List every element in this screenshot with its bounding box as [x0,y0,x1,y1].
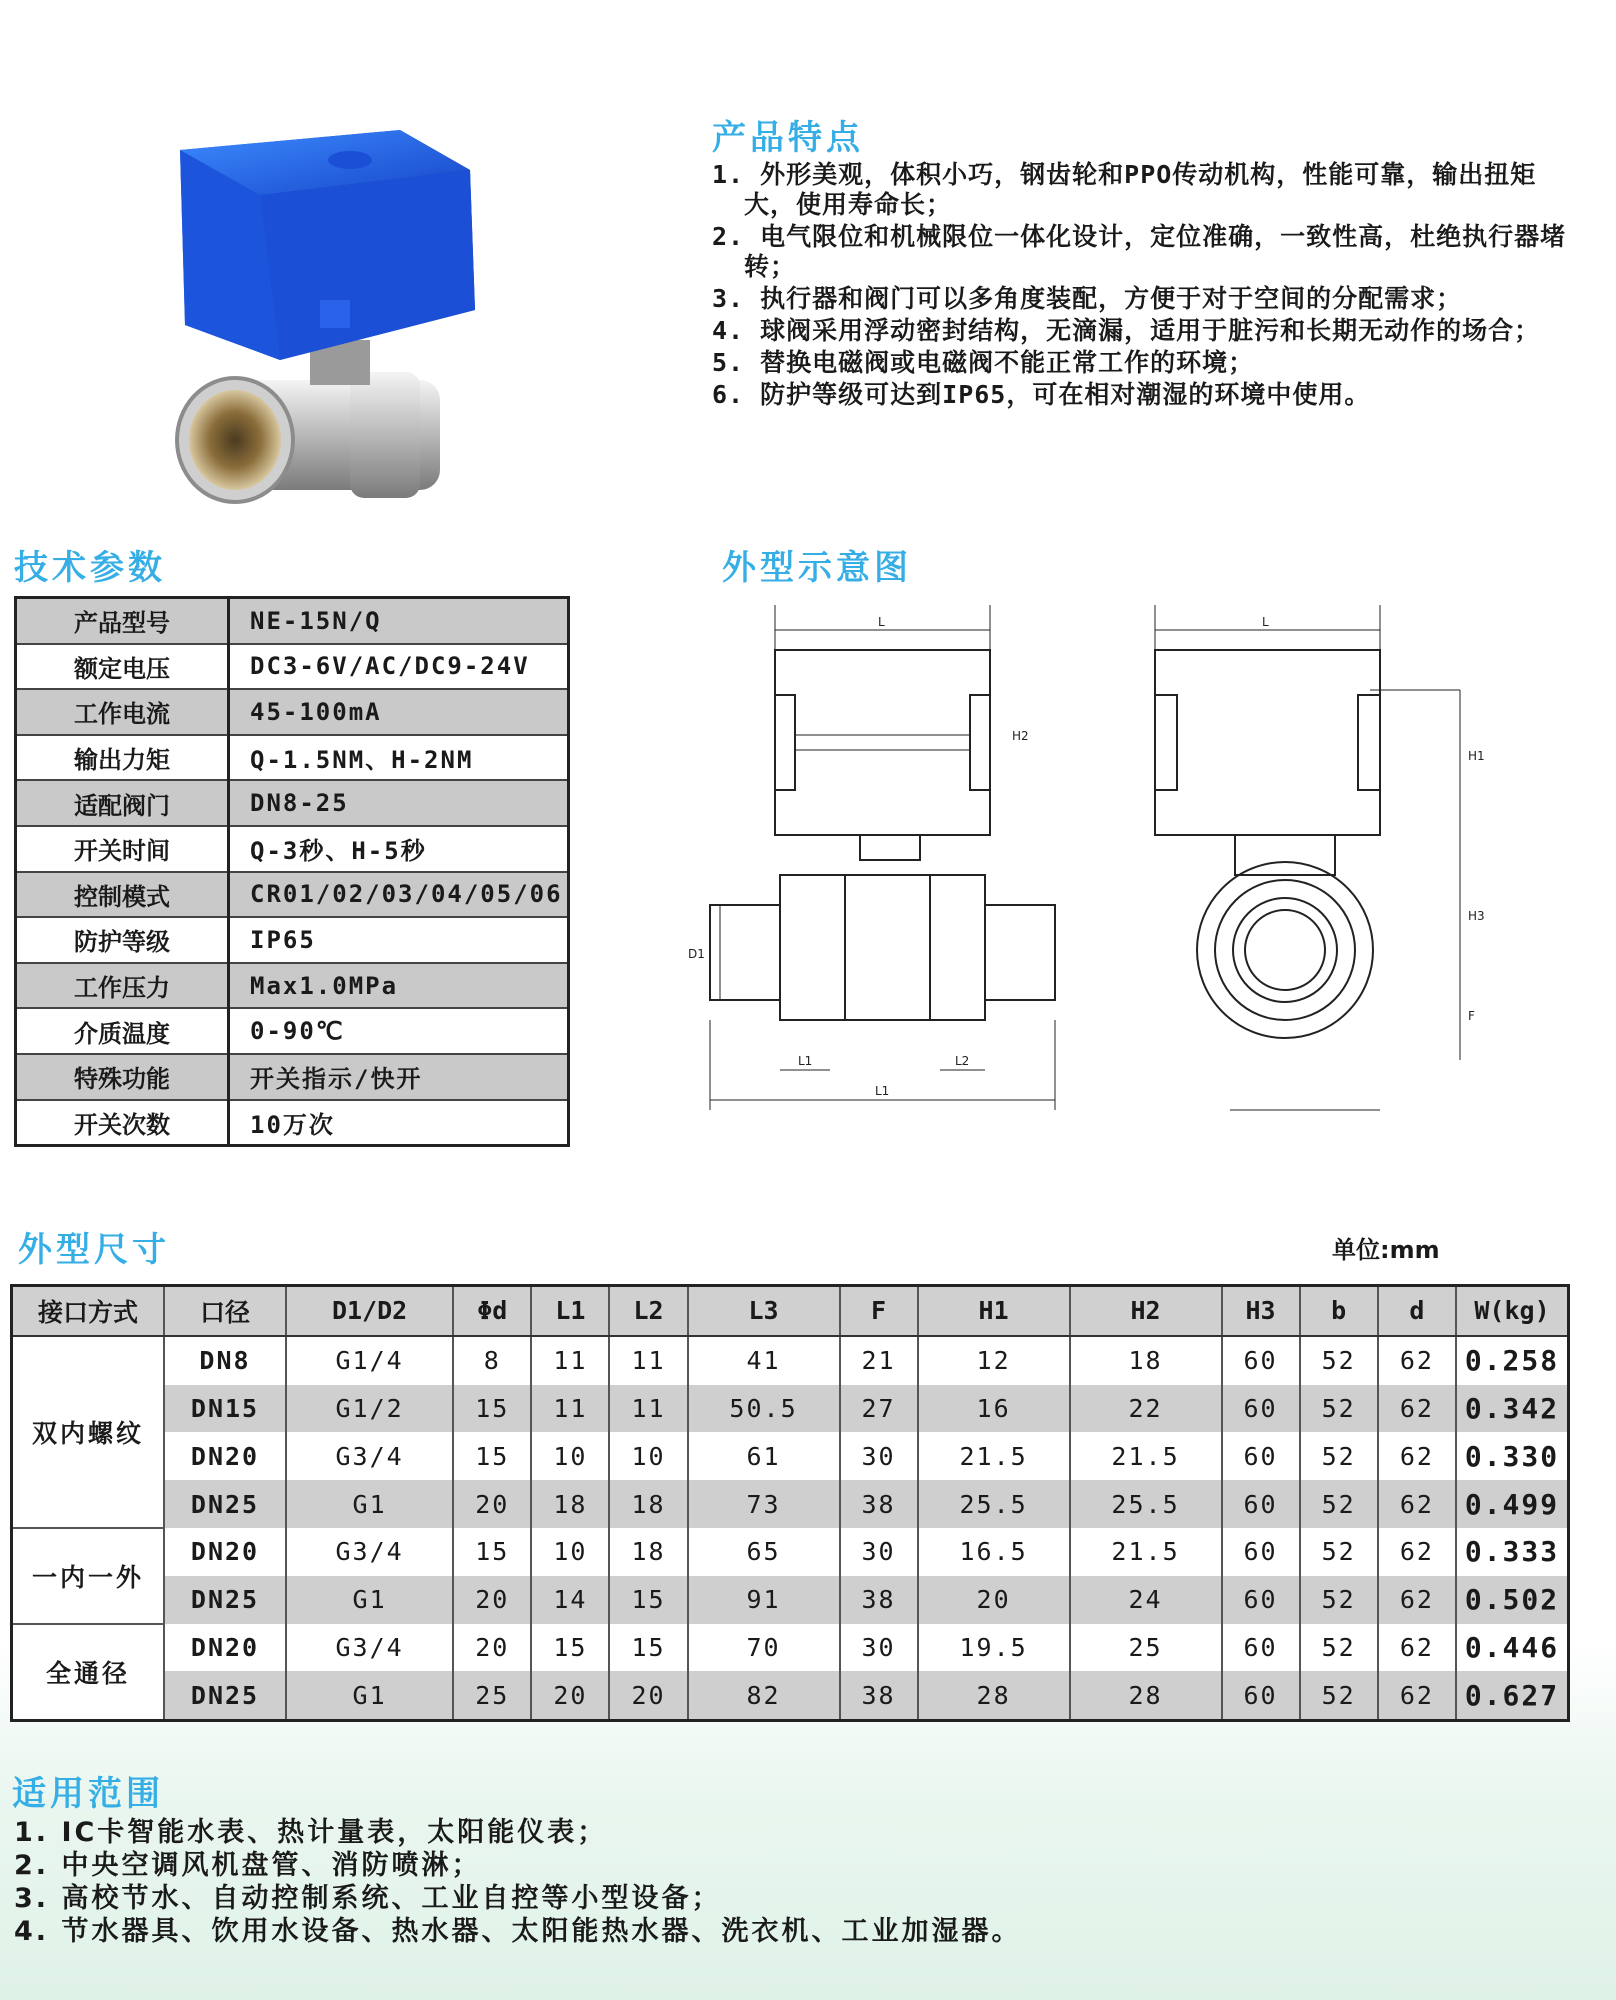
cell: 0.446 [1456,1624,1569,1672]
outline-drawing [690,600,1590,1140]
cell: 38 [840,1576,918,1624]
cell: 50.5 [688,1385,840,1433]
application-item: 4. 节水器具、饮用水设备、热水器、太阳能热水器、洗衣机、工业加湿器。 [14,1916,1022,1947]
col-header: H2 [1070,1286,1222,1336]
cell: 52 [1300,1528,1378,1576]
cell: 62 [1378,1480,1456,1528]
connection-type: 双内螺纹 [12,1336,165,1528]
cell: 0.502 [1456,1576,1569,1624]
table-row [12,1576,1569,1624]
dim-header-row [12,1286,1569,1336]
cell: 62 [1378,1336,1456,1385]
col-header: F [840,1286,918,1336]
cell: 52 [1300,1336,1378,1385]
col-header: L2 [609,1286,687,1336]
spec-row [16,872,569,918]
table-row [12,1671,1569,1720]
table-row [12,1480,1569,1528]
cell: 10 [531,1528,609,1576]
cell: 10 [609,1432,687,1480]
cell: 62 [1378,1576,1456,1624]
dimensions-title: 外型尺寸 [18,1230,170,1270]
cell: 15 [609,1576,687,1624]
dim-label-l: L [878,615,885,629]
cell: 12 [918,1336,1070,1385]
cell: 60 [1222,1624,1300,1672]
spec-value: Q-1.5NM、H-2NM [229,735,569,781]
spec-value: 0-90℃ [229,1008,569,1054]
cell: 73 [688,1480,840,1528]
feature-item: 4. 球阀采用浮动密封结构，无滴漏，适用于脏污和长期无动作的场合； [712,316,1541,345]
spec-row [16,1008,569,1054]
col-header: L1 [531,1286,609,1336]
cell: 16 [918,1385,1070,1433]
feature-item: 2. 电气限位和机械限位一体化设计，定位准确，一致性高，杜绝执行器堵转； [712,222,1567,281]
cell: 52 [1300,1480,1378,1528]
application-item: 2. 中央空调风机盘管、消防喷淋； [14,1850,482,1881]
spec-key: 额定电压 [16,644,229,690]
outline-title: 外型示意图 [722,548,912,588]
cell: DN20 [164,1528,286,1576]
cell: 11 [609,1336,687,1385]
dimension-table [10,1284,1570,1722]
table-row [12,1385,1569,1433]
col-header: d [1378,1286,1456,1336]
unit-label: 单位:mm [1332,1236,1440,1264]
spec-value: 开关指示/快开 [229,1054,569,1100]
cell: 62 [1378,1671,1456,1720]
col-header: 接口方式 [12,1286,165,1336]
cell: DN8 [164,1336,286,1385]
spec-row [16,917,569,963]
feature-item: 1. 外形美观，体积小巧，钢齿轮和PPO传动机构，性能可靠，输出扭矩大，使用寿命长； [712,160,1537,219]
cell: 41 [688,1336,840,1385]
cell: 28 [1070,1671,1222,1720]
cell: 25 [453,1671,531,1720]
cell: 15 [453,1432,531,1480]
dim-label-h1: H1 [1468,749,1485,763]
spec-key: 开关次数 [16,1100,229,1146]
cell: 15 [453,1385,531,1433]
cell: 19.5 [918,1624,1070,1672]
cell: 18 [609,1528,687,1576]
spec-value: Q-3秒、H-5秒 [229,826,569,872]
cell: 8 [453,1336,531,1385]
cell: G1 [286,1576,453,1624]
dim-label-l2: L2 [955,1054,970,1068]
cell: 21 [840,1336,918,1385]
spec-value: 10万次 [229,1100,569,1146]
cell: 52 [1300,1576,1378,1624]
table-row [12,1432,1569,1480]
cell: G3/4 [286,1528,453,1576]
applications-title: 适用范围 [12,1774,164,1814]
cell: 27 [840,1385,918,1433]
spec-key: 输出力矩 [16,735,229,781]
spec-row [16,644,569,690]
application-item: 3. 高校节水、自动控制系统、工业自控等小型设备； [14,1883,722,1914]
spec-value: 45-100mA [229,689,569,735]
cell: G3/4 [286,1624,453,1672]
spec-key: 适配阀门 [16,780,229,826]
cell: 18 [1070,1336,1222,1385]
col-header: Φd [453,1286,531,1336]
motorized-ball-valve-icon [140,110,520,540]
cell: DN25 [164,1671,286,1720]
cell: 60 [1222,1528,1300,1576]
table-row [12,1624,1569,1672]
features-list [712,160,1582,412]
cell: 15 [531,1624,609,1672]
spec-key: 特殊功能 [16,1054,229,1100]
cell: 20 [609,1671,687,1720]
spec-row [16,689,569,735]
cell: G3/4 [286,1432,453,1480]
cell: 60 [1222,1671,1300,1720]
cell: DN25 [164,1480,286,1528]
dim-label-d1: D1 [688,947,705,961]
cell: 18 [531,1480,609,1528]
spec-row [16,735,569,781]
spec-row [16,598,569,644]
cell: 21.5 [918,1432,1070,1480]
cell: 38 [840,1480,918,1528]
col-header: D1/D2 [286,1286,453,1336]
cell: 18 [609,1480,687,1528]
spec-row [16,826,569,872]
spec-key: 工作压力 [16,963,229,1009]
cell: 30 [840,1432,918,1480]
cell: G1/4 [286,1336,453,1385]
col-header: 口径 [164,1286,286,1336]
dim-label-f: F [1468,1009,1475,1023]
col-header: H3 [1222,1286,1300,1336]
col-header: W(kg) [1456,1286,1569,1336]
spec-row [16,1100,569,1146]
cell: 21.5 [1070,1432,1222,1480]
spec-value: IP65 [229,917,569,963]
cell: G1 [286,1671,453,1720]
cell: 30 [840,1624,918,1672]
col-header: H1 [918,1286,1070,1336]
cell: 60 [1222,1480,1300,1528]
cell: 20 [918,1576,1070,1624]
table-row [12,1528,1569,1576]
spec-row [16,963,569,1009]
cell: 62 [1378,1528,1456,1576]
cell: 11 [531,1385,609,1433]
cell: 60 [1222,1336,1300,1385]
feature-item: 3. 执行器和阀门可以多角度装配，方便于对于空间的分配需求； [712,284,1463,313]
dim-label-l-side: L [1262,615,1269,629]
cell: 25 [1070,1624,1222,1672]
cell: 62 [1378,1432,1456,1480]
cell: 14 [531,1576,609,1624]
cell: 52 [1300,1624,1378,1672]
cell: 30 [840,1528,918,1576]
applications-list [14,1816,1021,1948]
cell: 21.5 [1070,1528,1222,1576]
cell: 20 [453,1480,531,1528]
spec-value: NE-15N/Q [229,598,569,644]
cell: G1 [286,1480,453,1528]
cell: DN20 [164,1432,286,1480]
feature-item: 5. 替换电磁阀或电磁阀不能正常工作的环境； [712,348,1255,377]
cell: 91 [688,1576,840,1624]
spec-row [16,1054,569,1100]
cell: 28 [918,1671,1070,1720]
cell: 60 [1222,1432,1300,1480]
cell: 65 [688,1528,840,1576]
spec-row [16,780,569,826]
spec-key: 工作电流 [16,689,229,735]
spec-key: 开关时间 [16,826,229,872]
cell: 62 [1378,1385,1456,1433]
cell: 0.342 [1456,1385,1569,1433]
cell: 0.333 [1456,1528,1569,1576]
cell: 60 [1222,1576,1300,1624]
spec-value: CR01/02/03/04/05/06 [229,872,569,918]
table-row [12,1336,1569,1385]
spec-value: DC3-6V/AC/DC9-24V [229,644,569,690]
cell: 20 [453,1576,531,1624]
cell: 60 [1222,1385,1300,1433]
connection-type: 一内一外 [12,1528,165,1624]
cell: 0.258 [1456,1336,1569,1385]
feature-item: 6. 防护等级可达到IP65，可在相对潮湿的环境中使用。 [712,380,1371,409]
spec-key: 控制模式 [16,872,229,918]
cell: DN15 [164,1385,286,1433]
cell: DN25 [164,1576,286,1624]
dim-label-h2: H2 [1012,729,1029,743]
cell: 15 [609,1624,687,1672]
features-title: 产品特点 [712,118,864,158]
spec-key: 介质温度 [16,1008,229,1054]
cell: 52 [1300,1671,1378,1720]
dim-label-l3: L1 [875,1084,890,1098]
connection-type: 全通径 [12,1624,165,1721]
cell: 15 [453,1528,531,1576]
cell: 38 [840,1671,918,1720]
spec-value: Max1.0MPa [229,963,569,1009]
cell: 0.330 [1456,1432,1569,1480]
spec-key: 防护等级 [16,917,229,963]
cell: 82 [688,1671,840,1720]
cell: 25.5 [918,1480,1070,1528]
cell: 0.499 [1456,1480,1569,1528]
cell: G1/2 [286,1385,453,1433]
cell: 16.5 [918,1528,1070,1576]
cell: 61 [688,1432,840,1480]
dim-label-h3: H3 [1468,909,1485,923]
application-item: 1. IC卡智能水表、热计量表，太阳能仪表； [14,1817,608,1848]
cell: 22 [1070,1385,1222,1433]
dim-label-l1: L1 [798,1054,813,1068]
spec-value: DN8-25 [229,780,569,826]
cell: 62 [1378,1624,1456,1672]
cell: 0.627 [1456,1671,1569,1720]
cell: 52 [1300,1385,1378,1433]
cell: 70 [688,1624,840,1672]
cell: 24 [1070,1576,1222,1624]
cell: 11 [531,1336,609,1385]
cell: DN20 [164,1624,286,1672]
cell: 10 [531,1432,609,1480]
spec-table [14,596,570,1147]
col-header: b [1300,1286,1378,1336]
spec-key: 产品型号 [16,598,229,644]
tech-title: 技术参数 [14,548,166,588]
col-header: L3 [688,1286,840,1336]
cell: 52 [1300,1432,1378,1480]
cell: 20 [531,1671,609,1720]
cell: 25.5 [1070,1480,1222,1528]
cell: 11 [609,1385,687,1433]
cell: 20 [453,1624,531,1672]
